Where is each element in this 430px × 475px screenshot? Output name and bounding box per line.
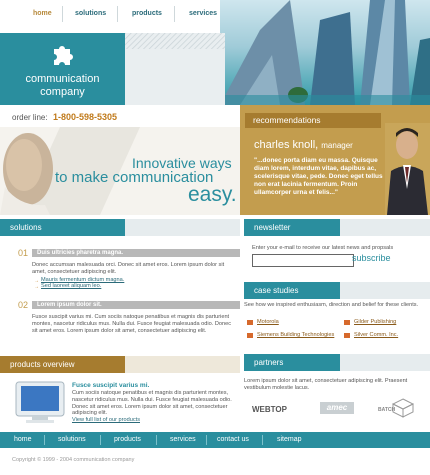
recommender-role: manager — [321, 141, 353, 150]
case-bullet-icon — [344, 320, 350, 325]
batch-cube-icon — [392, 398, 414, 418]
banner-line-2: to make communication — [55, 169, 214, 186]
logo-line-2: company — [40, 86, 85, 98]
case-studies-header-stripe — [340, 282, 430, 299]
copyright-text: Copyright © 1999 - 2004 communication company — [12, 457, 135, 463]
solution-link-2[interactable]: Sed laoreet aliquam leo. — [41, 283, 102, 289]
nav-home[interactable]: home — [33, 10, 52, 17]
case-study-gilder[interactable]: Gilder Publishing — [354, 319, 397, 325]
footer-divider — [206, 435, 207, 445]
order-line-label: order line: — [12, 113, 48, 122]
newsletter-prompt: Enter your e-mail to receive our latest news and propsals — [252, 245, 394, 251]
footer-divider — [44, 435, 45, 445]
partner-logo-amec[interactable]: amec — [320, 402, 354, 414]
order-phone-number[interactable]: 1-800-598-5305 — [53, 112, 118, 122]
arrow-icon: → — [34, 278, 39, 284]
recommendation-quote: "...donec porta diam eu massa. Quisque diam lorem, interdum vitae, dapibus ac, scelerisque vitae, pede. Donec eget tellus non erat lacinia fermentum. Proin ullamcorper urna et felis..." — [254, 157, 383, 196]
monitor-product-icon[interactable] — [14, 380, 66, 424]
case-bullet-icon — [247, 333, 253, 338]
hero-banner — [0, 127, 240, 215]
solution-heading-2: Lorem ipsum dolor sit. — [32, 301, 240, 309]
partner-logo-batch[interactable]: BATCH — [378, 407, 396, 413]
case-studies-intro: See how we inspired enthusiasm, direction and belief for these clients. — [244, 302, 419, 308]
puzzle-piece-icon — [50, 43, 76, 67]
case-study-motorola[interactable]: Motorola — [257, 319, 279, 325]
solution-number-2: 02 — [18, 300, 29, 310]
newsletter-header-stripe — [340, 219, 430, 236]
nav-solutions[interactable]: solutions — [75, 10, 107, 17]
case-bullet-icon — [247, 320, 253, 325]
product-text: Cum sociis natoque penatibus et magnis dis parturient montes, nascetur ridiculus mus. Nulla dui. Fusce feugiat malesuada odio. Donec sit amet eros. Lorem ipsum dolor sit amet, consectetuer adipiscing elit. — [72, 390, 232, 417]
footer-nav-contact-us[interactable]: contact us — [217, 436, 249, 443]
case-bullet-icon — [344, 333, 350, 338]
newsletter-email-input[interactable] — [252, 254, 354, 267]
solutions-header: solutions — [0, 219, 125, 236]
footer-nav-home[interactable]: home — [14, 436, 32, 443]
recommendations-panel — [240, 105, 430, 215]
case-studies-header: case studies — [244, 282, 340, 299]
partners-text: Lorem ipsum dolor sit amet, consectetuer adipiscing elit. Praesent vestibulum molestie lacus. — [244, 378, 408, 391]
products-header: products overview — [0, 356, 125, 373]
partner-logo-webtop[interactable]: WEBTOP — [252, 405, 287, 414]
nav-services[interactable]: services — [189, 10, 218, 17]
skyscrapers-image — [220, 0, 430, 105]
banner-line-1: Innovative ways — [132, 155, 232, 171]
footer-divider — [156, 435, 157, 445]
partners-header-stripe — [340, 354, 430, 371]
solution-heading-1: Duis ultricies pharetra magna. — [32, 249, 240, 257]
product-heading: Fusce suscipit varius mi. — [72, 382, 150, 389]
solution-text-1: Donec accumsan malesuada orci. Donec sit amet eros. Lorem ipsum dolor sit amet, consectetuer adipiscing elit. — [32, 262, 225, 275]
recommender-name — [254, 139, 353, 151]
logo-line-1: communication — [25, 73, 100, 85]
newsletter-header: newsletter — [244, 219, 340, 236]
products-header-stripe — [125, 356, 240, 373]
nav-divider — [174, 6, 175, 22]
partners-header: partners — [244, 354, 340, 371]
nav-divider — [117, 6, 118, 22]
decorative-stripe — [125, 33, 225, 105]
footer-nav-services[interactable]: services — [170, 436, 196, 443]
nav-divider — [62, 6, 63, 22]
view-products-link[interactable]: View full list of our products — [72, 417, 140, 423]
solution-number-1: 01 — [18, 248, 29, 258]
subscribe-button[interactable]: subscribe — [352, 253, 391, 263]
solution-text-2: Fusce suscipit varius mi. Cum sociis natoque penatibus et magnis dis parturient montes, nascetur ridiculus mus. Nulla dui. Fusce feugiat malesuada odio. Donec sit amet eros. Lorem ipsum dolor sit amet, consectetuer adipiscing elit. — [32, 314, 231, 334]
footer-divider — [100, 435, 101, 445]
company-logo[interactable] — [0, 33, 125, 105]
banner-line-3: easy. — [188, 183, 237, 206]
footer-divider — [262, 435, 263, 445]
footer-nav-sitemap[interactable]: sitemap — [277, 436, 302, 443]
arrow-icon: → — [34, 284, 39, 290]
recommendations-title: recommendations — [245, 113, 381, 128]
footer-nav-products[interactable]: products — [114, 436, 141, 443]
order-line — [0, 105, 125, 127]
solution-link-1[interactable]: Mauris fermentum dictum magna. — [41, 277, 125, 283]
footer-nav-solutions[interactable]: solutions — [58, 436, 86, 443]
recommender-name-text: charles knoll, — [254, 139, 319, 151]
case-study-siemens[interactable]: Siemens Building Technologies — [257, 332, 335, 338]
case-study-silver-comm[interactable]: Silver Comm. Inc. — [354, 332, 399, 338]
manager-photo — [385, 123, 430, 215]
nav-products[interactable]: products — [132, 10, 162, 17]
footer-navigation — [0, 432, 430, 448]
solutions-header-stripe — [125, 219, 240, 236]
